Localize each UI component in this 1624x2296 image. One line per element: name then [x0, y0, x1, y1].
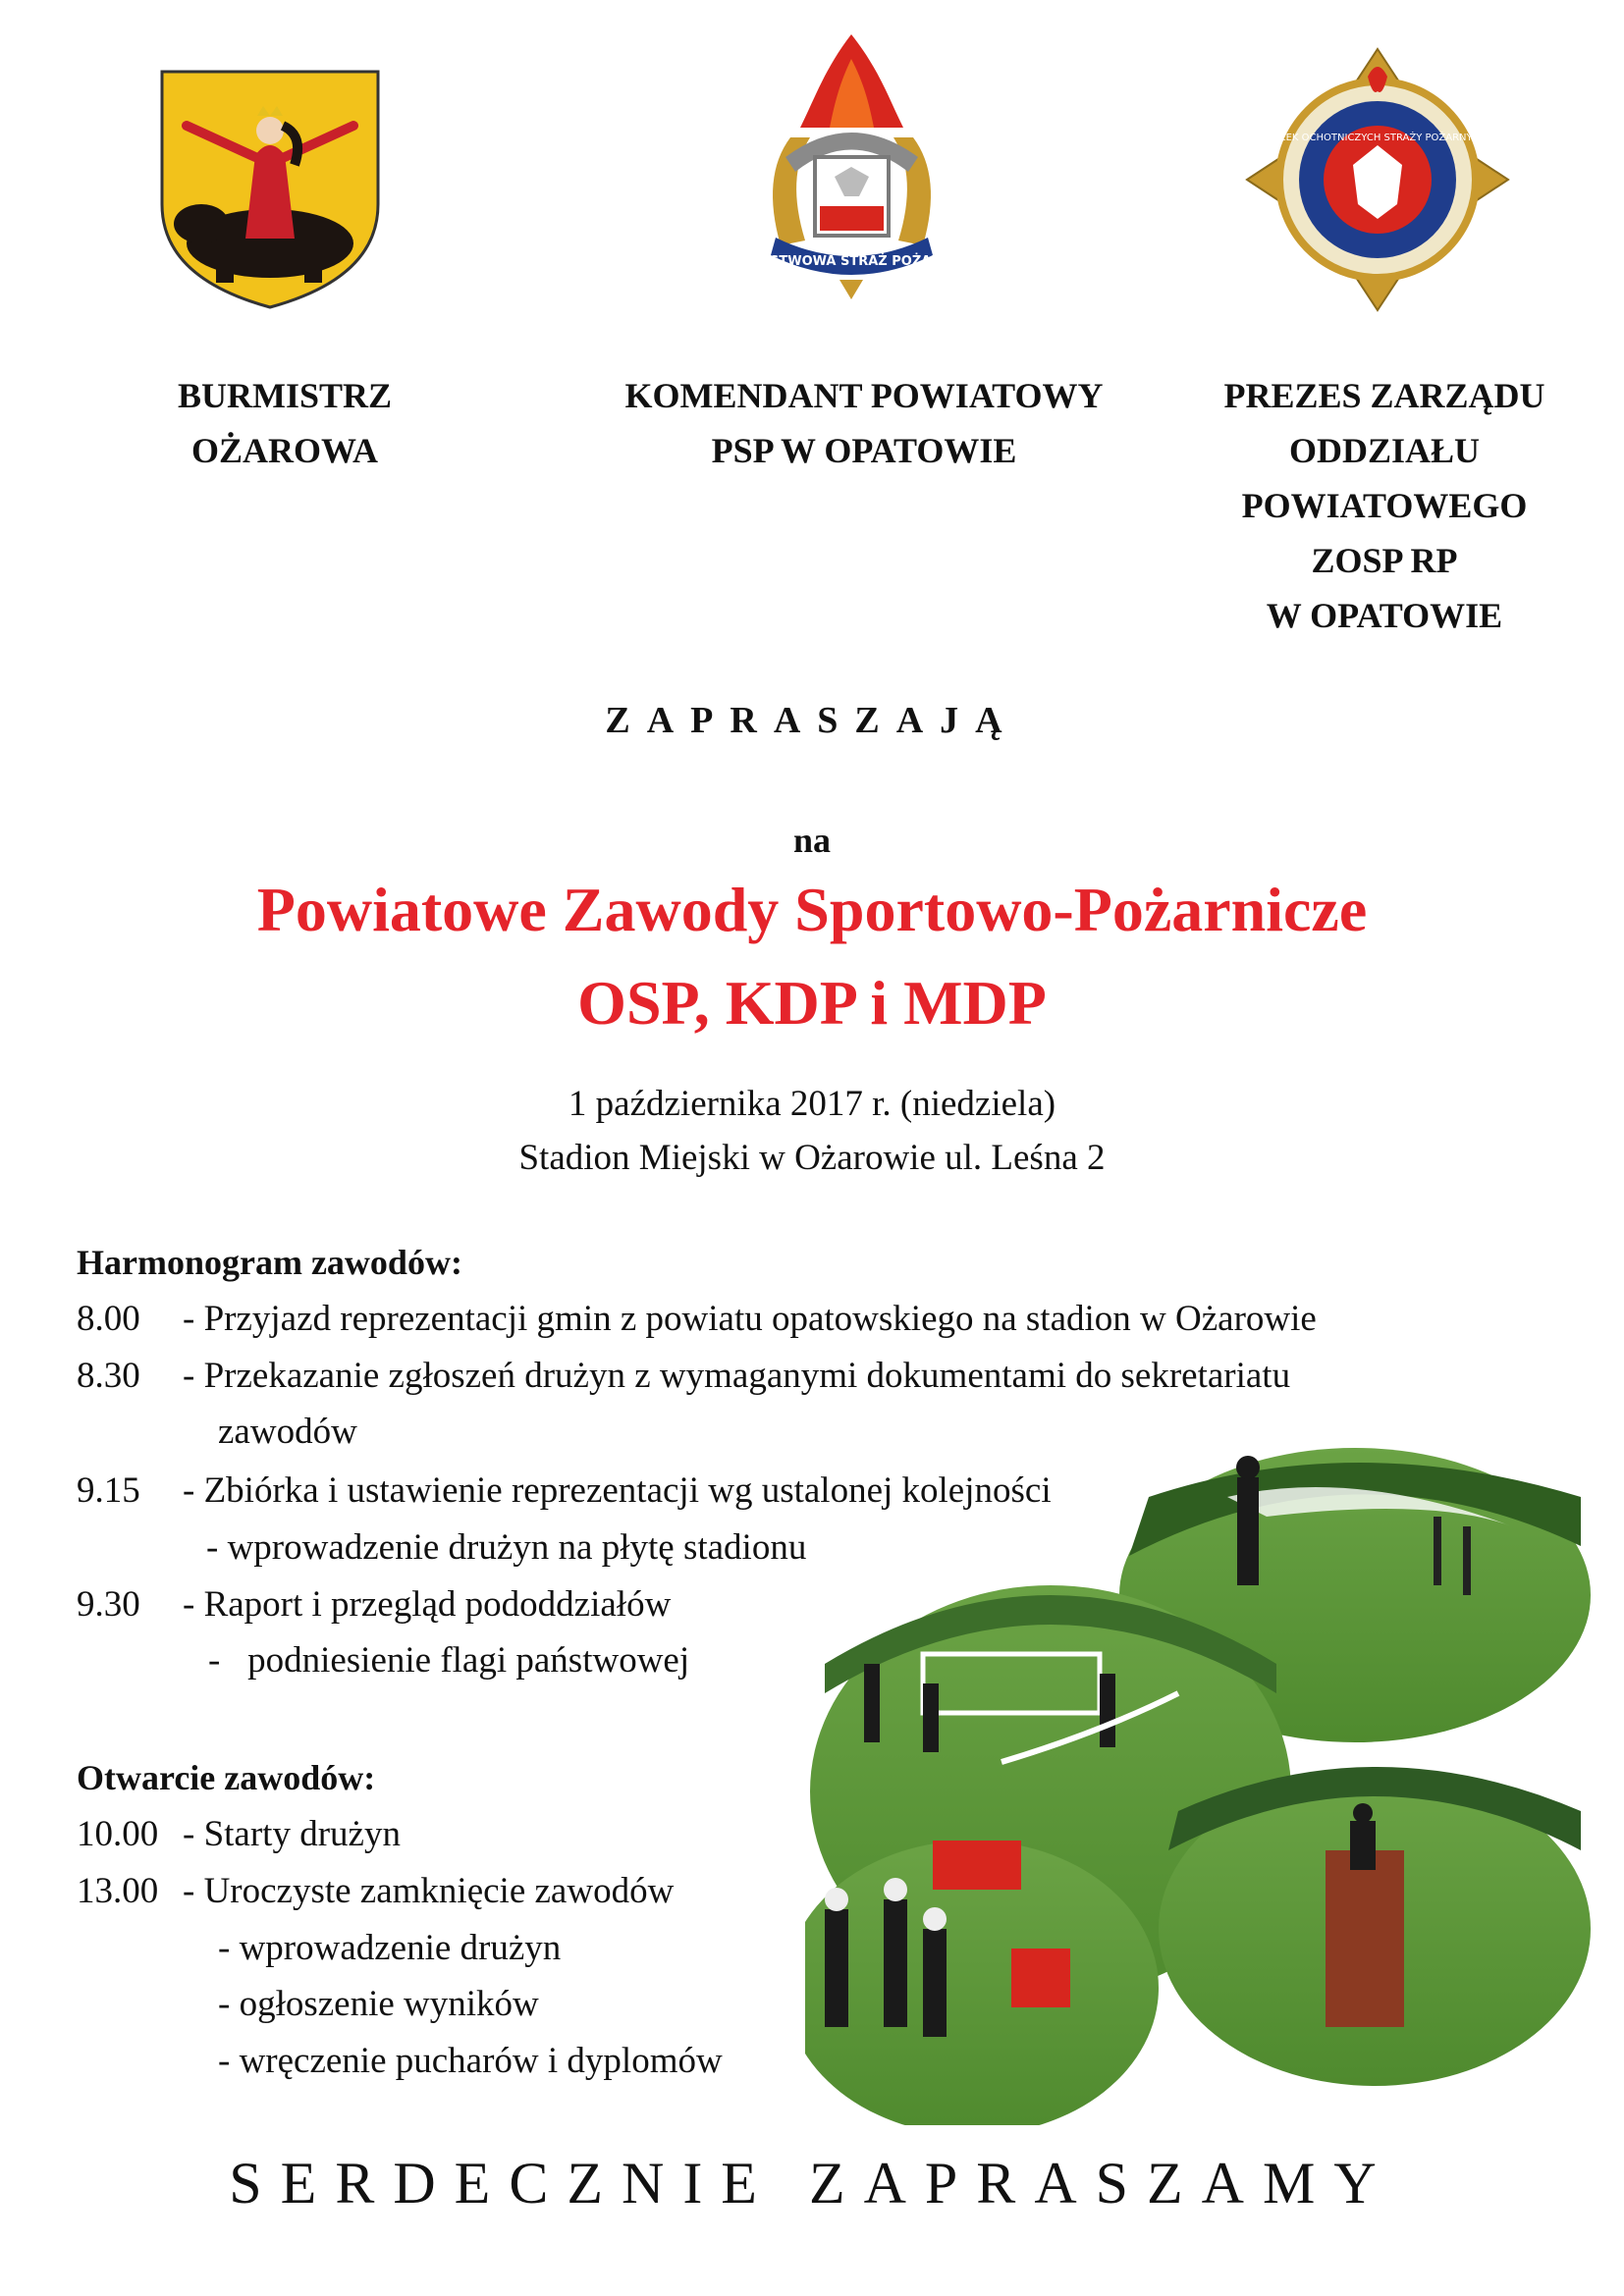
schedule-subline: - podniesienie flagi państwowej	[208, 1640, 690, 1681]
event-date: 1 października 2017 r. (niedziela)	[568, 1084, 1056, 1124]
schedule-row	[77, 1469, 1052, 1512]
invite-heading: ZAPRASZAJĄ	[605, 700, 1019, 741]
schedule-subline: zawodów	[218, 1412, 357, 1452]
svg-text:ZWIĄZEK OCHOTNICZYCH STRAŻY PO: ZWIĄZEK OCHOTNICZYCH STRAŻY POŻARNYCH RP	[1253, 133, 1502, 143]
opening-time: 10.00	[77, 1814, 159, 1854]
event-title: Powiatowe Zawody Sportowo-Pożarnicze	[256, 875, 1368, 944]
schedule-text: - Zbiórka i ustawienie reprezentacji wg ustalonej kolejności	[183, 1470, 1052, 1511]
opening-subline: - wprowadzenie drużyn	[218, 1928, 562, 1968]
schedule-text: - Przekazanie zgłoszeń drużyn z wymaganymi dokumentami do sekretariatu	[183, 1356, 1291, 1396]
schedule-time: 9.15	[77, 1470, 140, 1511]
schedule-row	[77, 1583, 671, 1626]
schedule-subline: - wprowadzenie drużyn na płytę stadionu	[206, 1527, 807, 1568]
opening-row	[77, 1813, 401, 1855]
opening-time: 13.00	[77, 1871, 159, 1911]
event-subtitle: OSP, KDP i MDP	[577, 968, 1047, 1038]
schedule-row	[77, 1355, 1290, 1397]
psp-logo	[741, 29, 962, 304]
opening-text: - Starty drużyn	[183, 1814, 401, 1854]
svg-text:PAŃSTWOWA STRAŻ POŻARNA: PAŃSTWOWA STRAŻ POŻARNA	[741, 254, 962, 269]
schedule-row	[77, 1298, 1317, 1340]
opening-text: - Uroczyste zamknięcie zawodów	[183, 1871, 675, 1911]
footer-invitation: SERDECZNIE ZAPRASZAMY	[229, 2151, 1395, 2216]
event-venue: Stadion Miejski w Ożarowie ul. Leśna 2	[518, 1138, 1106, 1178]
opening-subline: - ogłoszenie wyników	[218, 1984, 539, 2024]
schedule-heading: Harmonogram zawodów:	[77, 1243, 462, 1282]
schedule-time: 9.30	[77, 1584, 140, 1625]
ozarow-coat-of-arms	[157, 67, 383, 312]
schedule-text: - Raport i przegląd pododdziałów	[183, 1584, 672, 1625]
schedule-time: 8.30	[77, 1356, 140, 1396]
na-text: na	[792, 821, 832, 860]
organizer-burmistrz: BURMISTRZ OŻAROWA	[177, 376, 393, 470]
schedule-time: 8.00	[77, 1299, 140, 1339]
organizer-komendant: KOMENDANT POWIATOWY PSP W OPATOWIE	[624, 376, 1104, 470]
schedule-text: - Przyjazd reprezentacji gmin z powiatu opatowskiego na stadion w Ożarowie	[183, 1299, 1317, 1339]
zosp-logo	[1245, 47, 1510, 312]
photo-collage	[805, 1438, 1600, 2125]
opening-subline: - wręczenie pucharów i dyplomów	[218, 2041, 723, 2081]
opening-heading: Otwarcie zawodów:	[77, 1758, 376, 1797]
opening-row	[77, 1870, 674, 1912]
organizer-prezes: PREZES ZARZĄDU ODDZIAŁU POWIATOWEGO ZOSP RP W OPATOWIE	[1223, 376, 1545, 635]
